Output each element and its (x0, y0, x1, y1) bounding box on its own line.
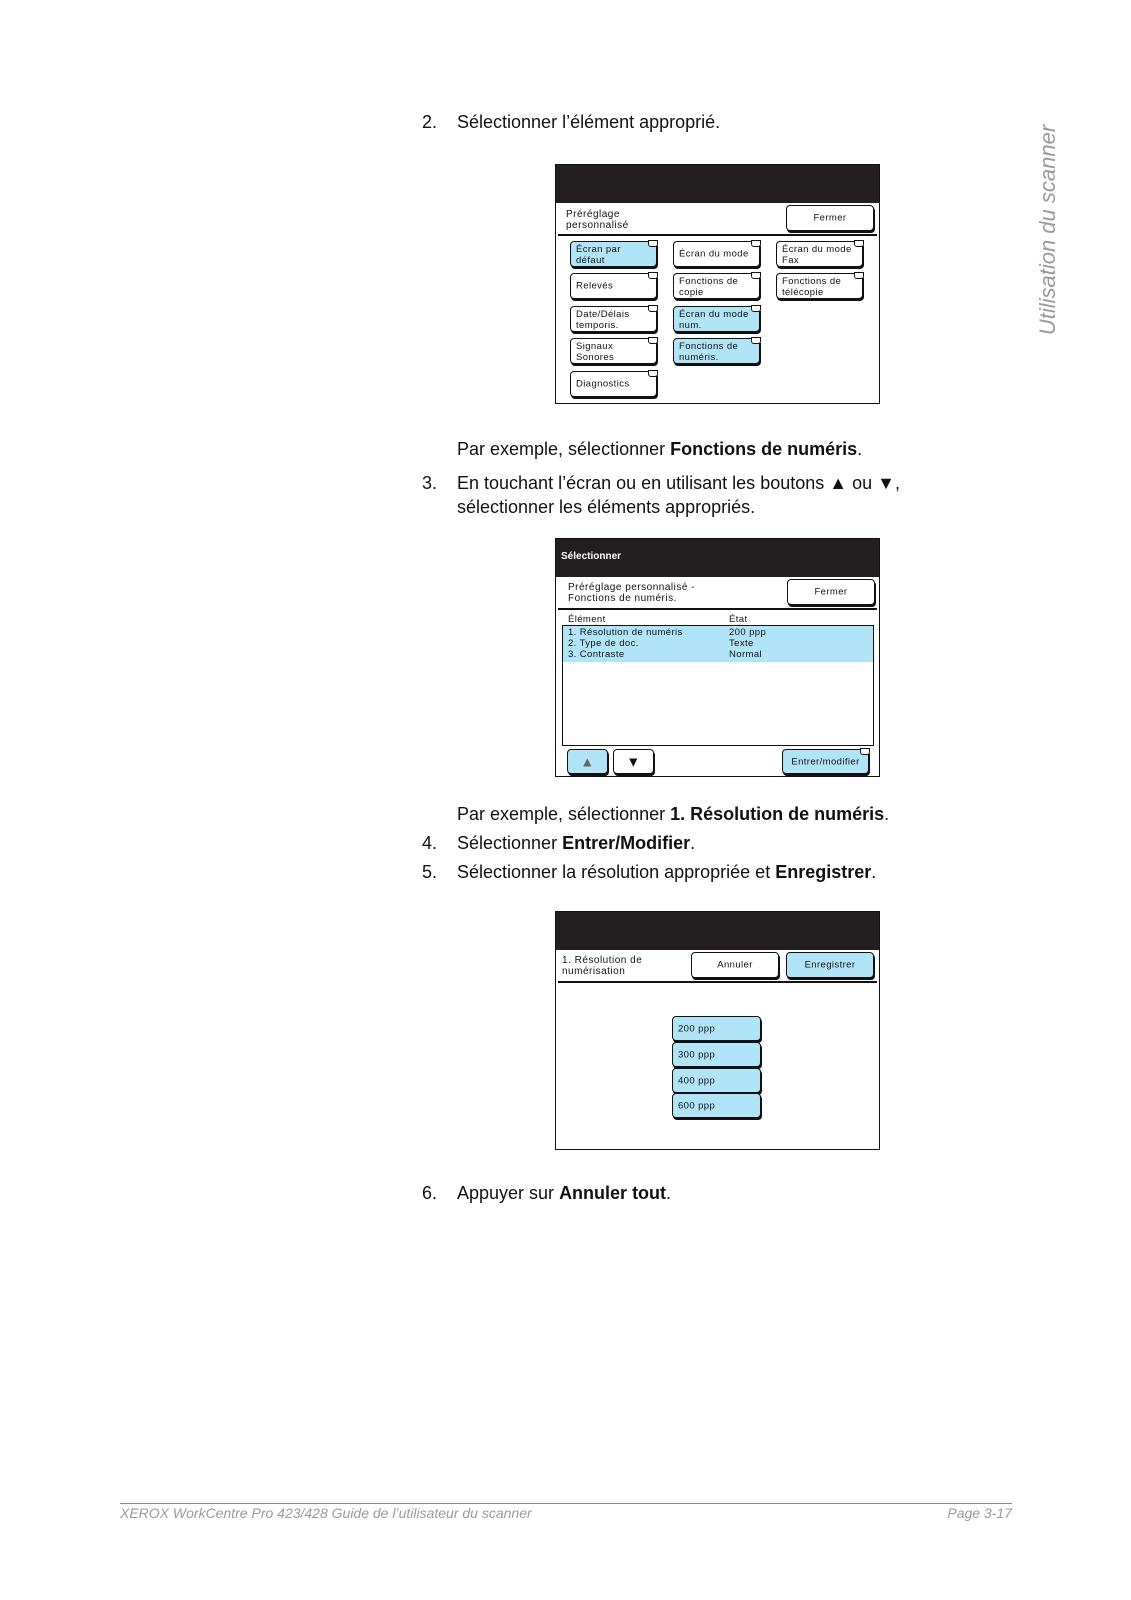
header-divider (558, 608, 877, 610)
close-button-label: Fermer (813, 212, 847, 224)
text-segment: , (894, 473, 900, 493)
text-segment: . (871, 862, 877, 882)
row-status: Texte (729, 638, 754, 649)
close-button[interactable] (787, 579, 875, 605)
footer-divider (120, 1503, 1012, 1504)
row-status: Normal (729, 649, 763, 660)
text-bold: 1. Résolution de numéris (670, 804, 885, 824)
text-segment: Sélectionner (457, 833, 563, 853)
button-label: Écran du mode Fax (782, 244, 852, 266)
page-number: Page 3-17 (947, 1505, 1012, 1521)
down-arrow-icon: ▼ (877, 473, 895, 493)
scroll-down-button[interactable] (613, 749, 654, 774)
fax-mode-screen-button[interactable] (776, 241, 863, 267)
step-text (457, 831, 695, 855)
button-label: Écran par défaut (576, 244, 621, 266)
row-element: 3. Contraste (568, 649, 625, 660)
resolution-option[interactable] (672, 1093, 761, 1118)
diagnostics-button[interactable] (570, 371, 657, 397)
submenu-tab-icon (751, 337, 761, 344)
button-label: Signaux Sonores (576, 341, 615, 363)
list-row[interactable] (563, 638, 873, 649)
column-header-status: État (729, 614, 748, 625)
audio-tones-button[interactable] (570, 338, 657, 364)
list-row[interactable] (563, 649, 873, 660)
step-4 (422, 831, 922, 855)
header-divider (558, 234, 877, 236)
submenu-tab-icon (854, 272, 864, 279)
text-segment: Par exemple, sélectionner (457, 804, 671, 824)
column-header-element: Élément (568, 614, 606, 625)
submenu-tab-icon (854, 240, 864, 247)
button-label: Enregistrer (804, 959, 856, 971)
text-segment: En touchant l’écran ou en utilisant les boutons (457, 473, 830, 493)
side-section-title: Utilisation du scanner (1035, 124, 1060, 336)
button-label: Entrer/modifier (791, 756, 860, 767)
step-2 (422, 110, 922, 134)
reports-button[interactable] (570, 273, 657, 299)
submenu-tab-icon (751, 272, 761, 279)
text-bold: Enregistrer (775, 862, 872, 882)
option-label: 200 ppp (678, 1023, 716, 1034)
submenu-tab-icon (648, 337, 658, 344)
screen-custom-preset (555, 164, 880, 404)
scan-mode-screen-button[interactable] (673, 306, 760, 332)
text-bold: Annuler tout (559, 1183, 667, 1203)
step-number: 4. (422, 833, 438, 853)
screen-header-text: Préréglage personnalisé - Fonctions de numéris. (568, 582, 696, 604)
submenu-tab-icon (648, 305, 658, 312)
submenu-tab-icon (751, 305, 761, 312)
button-label: Diagnostics (576, 378, 630, 390)
step-number: 5. (422, 862, 438, 882)
button-label: Fonctions de numéris. (679, 341, 739, 363)
submenu-tab-icon (648, 272, 658, 279)
save-button[interactable] (786, 952, 874, 978)
text-segment: . (666, 1183, 672, 1203)
button-label: Écran du mode (679, 248, 749, 260)
screen-title-bar (556, 539, 879, 577)
step-text: Sélectionner l’élément approprié. (457, 112, 721, 132)
button-label: Relevés (576, 280, 614, 292)
option-label: 600 ppp (678, 1100, 716, 1111)
screen-title: Sélectionner (561, 551, 622, 562)
copy-features-button[interactable] (673, 273, 760, 299)
step-number: 3. (422, 473, 438, 493)
text-segment: . (690, 833, 696, 853)
text-bold: Entrer/Modifier (562, 833, 691, 853)
mode-screen-button[interactable] (673, 241, 760, 267)
button-label: Écran du mode num. (679, 309, 749, 331)
button-label: Annuler (717, 959, 753, 971)
text-segment: ou (847, 473, 878, 493)
row-element: 2. Type de doc. (568, 638, 639, 649)
submenu-tab-icon (648, 240, 658, 247)
submenu-tab-icon (648, 370, 658, 377)
example-text-1 (457, 437, 862, 461)
up-arrow-icon: ▲ (829, 473, 848, 493)
screen-title-bar (556, 912, 879, 950)
resolution-option[interactable] (672, 1068, 761, 1093)
screen-header-text: Préréglage personnalisé (566, 209, 629, 231)
option-label: 400 ppp (678, 1075, 716, 1086)
button-label: Fonctions de télécopie (782, 276, 842, 298)
scan-features-button[interactable] (673, 338, 760, 364)
step-text-line2: sélectionner les éléments appropriés. (457, 497, 756, 517)
text-segment: Sélectionner la résolution appropriée et (457, 862, 776, 882)
cancel-button[interactable] (691, 952, 779, 978)
header-divider (558, 981, 877, 983)
resolution-option[interactable] (672, 1042, 761, 1067)
step-text (457, 1181, 671, 1205)
fax-features-button[interactable] (776, 273, 863, 299)
button-label: Fonctions de copie (679, 276, 739, 298)
option-label: 300 ppp (678, 1049, 716, 1060)
screen-select-items (555, 538, 880, 777)
button-label: Date/Délais temporis. (576, 309, 630, 331)
list-row[interactable] (563, 627, 873, 638)
step-text (457, 860, 876, 884)
resolution-option[interactable] (672, 1016, 761, 1041)
screen-scan-resolution (555, 911, 880, 1150)
text-bold: Fonctions de numéris (670, 439, 858, 459)
screen-header-text: 1. Résolution de numérisation (562, 955, 643, 977)
down-arrow-icon: ▼ (626, 753, 641, 769)
submenu-tab-icon (860, 748, 870, 755)
row-element: 1. Résolution de numéris (568, 627, 683, 638)
date-timers-button[interactable] (570, 306, 657, 332)
close-button-label: Fermer (814, 586, 848, 598)
scroll-up-button[interactable] (567, 749, 608, 774)
text-segment: Par exemple, sélectionner (457, 439, 671, 459)
footer-title: XEROX WorkCentre Pro 423/428 Guide de l’utilisateur du scanner (120, 1505, 532, 1521)
row-status: 200 ppp (729, 627, 767, 638)
default-screen-button[interactable] (570, 241, 657, 267)
items-list (562, 625, 874, 746)
step-text (457, 471, 900, 495)
example-text-2 (457, 802, 889, 826)
step-number: 2. (422, 112, 438, 132)
step-5 (422, 860, 942, 884)
submenu-tab-icon (751, 240, 761, 247)
text-segment: . (857, 439, 863, 459)
text-segment: . (884, 804, 890, 824)
step-6 (422, 1181, 922, 1205)
step-3 (422, 471, 942, 519)
screen-title-bar (556, 165, 879, 203)
text-segment: Appuyer sur (457, 1183, 560, 1203)
step-number: 6. (422, 1183, 438, 1203)
up-arrow-icon: ▲ (580, 753, 595, 769)
close-button[interactable] (786, 205, 874, 231)
enter-modify-button[interactable] (782, 749, 869, 774)
